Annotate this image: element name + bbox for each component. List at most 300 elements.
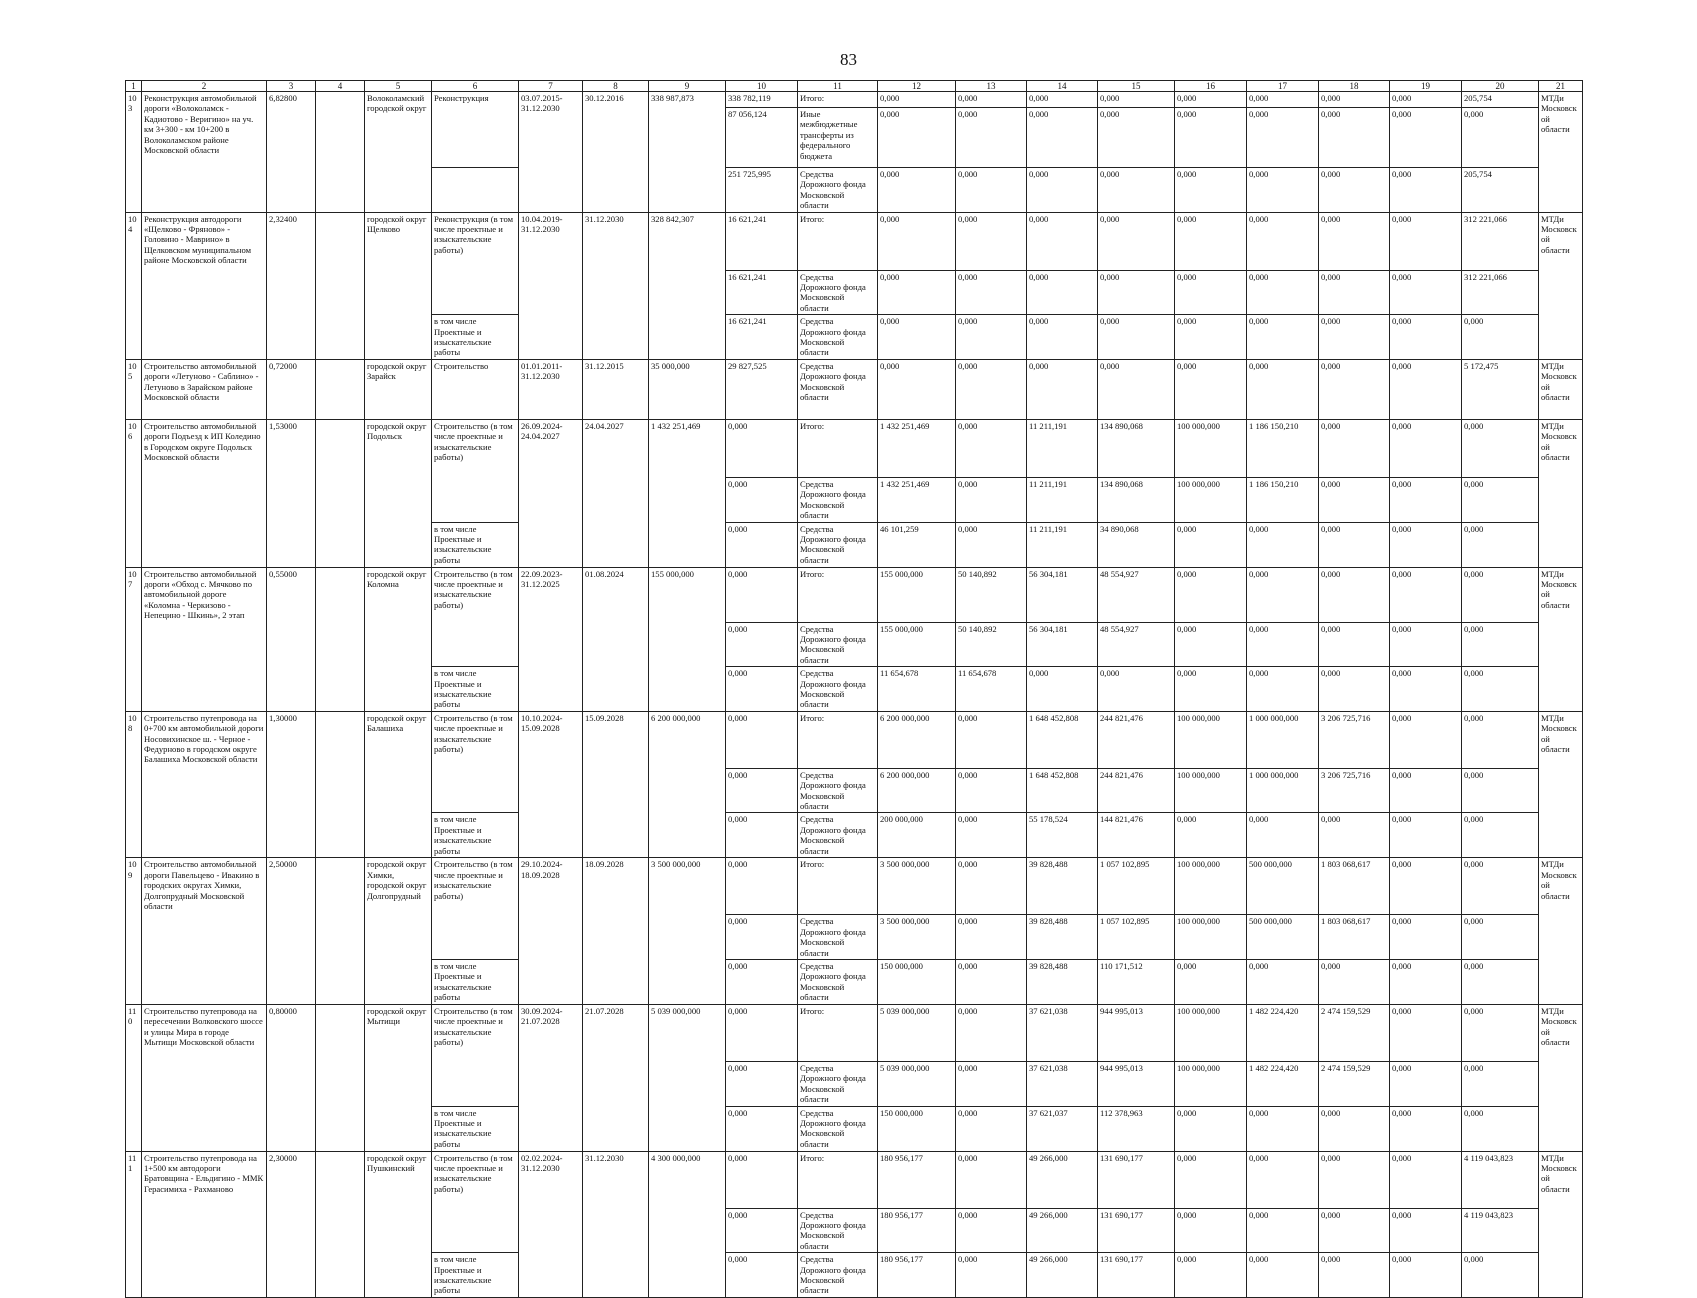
funding-value: 0,000 [1175, 1151, 1247, 1208]
funding-value: 5 039 000,000 [878, 1005, 956, 1062]
column-number-cell: 12 [878, 81, 956, 92]
funding-value: 0,000 [956, 477, 1027, 522]
funding-value: 0,000 [1175, 92, 1247, 108]
funding-value: 500 000,000 [1247, 858, 1319, 915]
funding-value: 39 828,488 [1027, 960, 1098, 1005]
object-length: 0,80000 [267, 1005, 316, 1152]
funding-value: 0,000 [1319, 359, 1390, 419]
funding-value: 0,000 [1462, 1005, 1539, 1062]
funding-value: 0,000 [1319, 522, 1390, 567]
district: городской округ Щелково [365, 212, 432, 359]
funding-value: 0,000 [1390, 1208, 1462, 1253]
financed-amount: 0,000 [726, 622, 798, 667]
funding-value: 0,000 [1390, 315, 1462, 360]
funding-source: Средства Дорожного фонда Московской области [798, 667, 878, 712]
district: Волоколамский городской округ [365, 92, 432, 213]
funding-value: 0,000 [956, 270, 1027, 315]
funding-value: 1 482 224,420 [1247, 1005, 1319, 1062]
funding-value: 100 000,000 [1175, 711, 1247, 768]
column-number-cell: 19 [1390, 81, 1462, 92]
funding-value: 0,000 [1319, 567, 1390, 622]
col4-cell [316, 858, 365, 1005]
funding-value: 55 178,524 [1027, 813, 1098, 858]
col4-cell [316, 419, 365, 567]
column-number-cell: 14 [1027, 81, 1098, 92]
work-type: в том числе Проектные и изыскательские работы [432, 813, 519, 858]
object-name: Реконструкция автодороги «Щелково - Фряново» - Головино - Мавринo» в Щелковском муниципальном районе Московской области [142, 212, 267, 359]
funding-source: Средства Дорожного фонда Московской области [798, 315, 878, 360]
object-length: 0,55000 [267, 567, 316, 711]
funding-value: 48 554,927 [1098, 567, 1175, 622]
customer: МТДи Московской области [1539, 858, 1583, 1005]
funding-value: 0,000 [1247, 359, 1319, 419]
funding-value: 0,000 [878, 168, 956, 213]
funding-value: 0,000 [1390, 813, 1462, 858]
funding-source: Средства Дорожного фонда Московской области [798, 168, 878, 213]
funding-value: 100 000,000 [1175, 1005, 1247, 1062]
funding-value: 0,000 [878, 212, 956, 270]
funding-value: 46 101,259 [878, 522, 956, 567]
funding-value: 0,000 [956, 419, 1027, 477]
work-type [432, 168, 519, 213]
object-length: 2,30000 [267, 1151, 316, 1298]
funding-value: 144 821,476 [1098, 813, 1175, 858]
funding-value: 0,000 [1027, 667, 1098, 712]
table-row [126, 419, 1583, 477]
work-type: в том числе Проектные и изыскательские работы [432, 960, 519, 1005]
funding-value: 1 432 251,469 [878, 419, 956, 477]
funding-value: 112 378,963 [1098, 1106, 1175, 1151]
funding-value: 0,000 [1098, 92, 1175, 108]
funding-value: 200 000,000 [878, 813, 956, 858]
funding-value: 0,000 [1390, 1062, 1462, 1107]
funding-value: 0,000 [1319, 212, 1390, 270]
funding-value: 0,000 [1175, 1106, 1247, 1151]
commission-date: 31.12.2015 [583, 359, 649, 419]
financed-amount: 0,000 [726, 477, 798, 522]
financed-amount: 0,000 [726, 813, 798, 858]
funding-value: 56 304,181 [1027, 622, 1098, 667]
funding-value: 0,000 [956, 1005, 1027, 1062]
funding-value: 205,754 [1462, 168, 1539, 213]
column-number-cell: 5 [365, 81, 432, 92]
funding-value: 0,000 [1319, 108, 1390, 168]
object-length: 0,72000 [267, 359, 316, 419]
funding-value: 0,000 [1390, 92, 1462, 108]
customer: МТДи Московской области [1539, 419, 1583, 567]
funding-value: 0,000 [878, 270, 956, 315]
financed-amount: 251 725,995 [726, 168, 798, 213]
total-cost: 35 000,000 [649, 359, 726, 419]
funding-value: 0,000 [1319, 1106, 1390, 1151]
funding-value: 0,000 [1027, 92, 1098, 108]
funding-value: 2 474 159,529 [1319, 1062, 1390, 1107]
funding-value: 0,000 [1247, 960, 1319, 1005]
funding-value: 0,000 [1098, 315, 1175, 360]
financed-amount: 0,000 [726, 711, 798, 768]
funding-value: 11 654,678 [878, 667, 956, 712]
district: городской округ Мытищи [365, 1005, 432, 1152]
column-number-cell: 18 [1319, 81, 1390, 92]
funding-value: 150 000,000 [878, 1106, 956, 1151]
funding-value: 131 690,177 [1098, 1151, 1175, 1208]
row-number: 106 [126, 419, 142, 567]
commission-date: 31.12.2030 [583, 212, 649, 359]
row-number: 105 [126, 359, 142, 419]
work-type: Строительство (в том числе проектные и изыскательские работы) [432, 858, 519, 960]
funding-value: 49 266,000 [1027, 1208, 1098, 1253]
funding-value: 0,000 [1390, 212, 1462, 270]
start-end-dates: 01.01.2011-31.12.2030 [519, 359, 583, 419]
funding-value: 134 890,068 [1098, 419, 1175, 477]
funding-value: 100 000,000 [1175, 419, 1247, 477]
funding-value: 0,000 [1247, 168, 1319, 213]
funding-value: 0,000 [1027, 359, 1098, 419]
total-cost: 5 039 000,000 [649, 1005, 726, 1152]
funding-source: Итого: [798, 1005, 878, 1062]
funding-value: 0,000 [1247, 270, 1319, 315]
funding-value: 0,000 [1175, 270, 1247, 315]
funding-source: Иные межбюджетные трансферты из федерального бюджета [798, 108, 878, 168]
start-end-dates: 26.09.2024-24.04.2027 [519, 419, 583, 567]
total-cost: 338 987,873 [649, 92, 726, 213]
funding-value: 150 000,000 [878, 960, 956, 1005]
column-number-cell: 16 [1175, 81, 1247, 92]
funding-value: 37 621,038 [1027, 1005, 1098, 1062]
funding-value: 0,000 [1390, 477, 1462, 522]
object-name: Строительство путепровода на пересечении Волковского шоссе и улицы Мира в городе Мытищи Московской области [142, 1005, 267, 1152]
funding-value: 0,000 [1462, 108, 1539, 168]
funding-value: 131 690,177 [1098, 1253, 1175, 1298]
funding-value: 0,000 [1247, 622, 1319, 667]
funding-value: 0,000 [1462, 711, 1539, 768]
funding-source: Средства Дорожного фонда Московской области [798, 359, 878, 419]
funding-value: 0,000 [1247, 212, 1319, 270]
district: городской округ Балашиха [365, 711, 432, 858]
financed-amount: 16 621,241 [726, 212, 798, 270]
funding-value: 244 821,476 [1098, 768, 1175, 813]
funding-value: 1 057 102,895 [1098, 915, 1175, 960]
funding-source: Средства Дорожного фонда Московской области [798, 477, 878, 522]
funding-value: 0,000 [1319, 1208, 1390, 1253]
work-type: Строительство (в том числе проектные и изыскательские работы) [432, 419, 519, 522]
funding-value: 0,000 [1027, 108, 1098, 168]
start-end-dates: 02.02.2024-31.12.2030 [519, 1151, 583, 1298]
funding-value: 1 000 000,000 [1247, 768, 1319, 813]
financed-amount: 0,000 [726, 667, 798, 712]
funding-value: 0,000 [1390, 419, 1462, 477]
funding-value: 0,000 [1462, 419, 1539, 477]
district: городской округ Подольск [365, 419, 432, 567]
total-cost: 6 200 000,000 [649, 711, 726, 858]
funding-value: 0,000 [1098, 270, 1175, 315]
funding-value: 0,000 [1175, 813, 1247, 858]
column-number-cell: 2 [142, 81, 267, 92]
funding-value: 1 648 452,808 [1027, 711, 1098, 768]
funding-value: 0,000 [1390, 667, 1462, 712]
funding-value: 0,000 [1175, 667, 1247, 712]
work-type: в том числе Проектные и изыскательские работы [432, 667, 519, 712]
column-number-cell: 8 [583, 81, 649, 92]
funding-value: 11 211,191 [1027, 522, 1098, 567]
funding-value: 1 803 068,617 [1319, 915, 1390, 960]
funding-value: 0,000 [956, 522, 1027, 567]
row-number: 111 [126, 1151, 142, 1298]
column-number-cell: 21 [1539, 81, 1583, 92]
funding-value: 50 140,892 [956, 567, 1027, 622]
funding-value: 50 140,892 [956, 622, 1027, 667]
funding-value: 0,000 [1247, 92, 1319, 108]
funding-value: 0,000 [956, 315, 1027, 360]
funding-value: 0,000 [1390, 567, 1462, 622]
funding-value: 0,000 [1175, 168, 1247, 213]
funding-value: 0,000 [1247, 522, 1319, 567]
funding-value: 0,000 [1319, 270, 1390, 315]
funding-source: Итого: [798, 419, 878, 477]
funding-value: 0,000 [1319, 960, 1390, 1005]
funding-value: 0,000 [1247, 108, 1319, 168]
funding-value: 0,000 [1175, 960, 1247, 1005]
table-body [126, 81, 1583, 1298]
financed-amount: 0,000 [726, 419, 798, 477]
object-name: Строительство автомобильной дороги «Обход с. Мячково по автомобильной дороге «Коломна - Черкизово - Непецино - Шкинь», 2 этап [142, 567, 267, 711]
funding-value: 0,000 [956, 168, 1027, 213]
financed-amount: 0,000 [726, 960, 798, 1005]
commission-date: 30.12.2016 [583, 92, 649, 213]
financed-amount: 0,000 [726, 1005, 798, 1062]
start-end-dates: 29.10.2024-18.09.2028 [519, 858, 583, 1005]
commission-date: 31.12.2030 [583, 1151, 649, 1298]
customer: МТДи Московской области [1539, 92, 1583, 213]
funding-value: 0,000 [1462, 768, 1539, 813]
work-type: в том числе Проектные и изыскательские работы [432, 315, 519, 360]
commission-date: 21.07.2028 [583, 1005, 649, 1152]
funding-value: 1 186 150,210 [1247, 477, 1319, 522]
funding-value: 0,000 [956, 915, 1027, 960]
column-number-cell: 7 [519, 81, 583, 92]
funding-value: 180 956,177 [878, 1208, 956, 1253]
total-cost: 3 500 000,000 [649, 858, 726, 1005]
object-name: Строительство автомобильной дороги «Летуново - Саблино» - Летуново в Зарайском районе Московской области [142, 359, 267, 419]
column-number-cell: 3 [267, 81, 316, 92]
funding-value: 0,000 [1390, 522, 1462, 567]
funding-value: 3 206 725,716 [1319, 768, 1390, 813]
funding-value: 0,000 [1390, 1005, 1462, 1062]
work-type: Строительство (в том числе проектные и изыскательские работы) [432, 1005, 519, 1107]
customer: МТДи Московской области [1539, 711, 1583, 858]
funding-value: 0,000 [878, 359, 956, 419]
funding-value: 0,000 [1390, 768, 1462, 813]
financed-amount: 87 056,124 [726, 108, 798, 168]
funding-source: Средства Дорожного фонда Московской области [798, 522, 878, 567]
column-number-cell: 11 [798, 81, 878, 92]
funding-value: 0,000 [1319, 813, 1390, 858]
object-name: Строительство автомобильной дороги Подъезд к ИП Коледино в Городском округе Подольск Московской области [142, 419, 267, 567]
funding-value: 0,000 [1247, 1253, 1319, 1298]
work-type: Реконструкция (в том числе проектные и изыскательские работы) [432, 212, 519, 315]
funding-value: 0,000 [1462, 1253, 1539, 1298]
funding-value: 944 995,013 [1098, 1005, 1175, 1062]
funding-value: 56 304,181 [1027, 567, 1098, 622]
funding-value: 0,000 [1247, 567, 1319, 622]
column-number-cell: 1 [126, 81, 142, 92]
row-number: 103 [126, 92, 142, 213]
work-type: в том числе Проектные и изыскательские работы [432, 1106, 519, 1151]
customer: МТДи Московской области [1539, 1151, 1583, 1298]
funding-value: 0,000 [1390, 858, 1462, 915]
work-type: Строительство (в том числе проектные и изыскательские работы) [432, 711, 519, 813]
funding-value: 0,000 [1319, 1253, 1390, 1298]
row-number: 108 [126, 711, 142, 858]
funding-value: 0,000 [1027, 168, 1098, 213]
funding-value: 0,000 [1462, 477, 1539, 522]
district: городской округ Пушкинский [365, 1151, 432, 1298]
funding-source: Итого: [798, 711, 878, 768]
column-number-cell: 6 [432, 81, 519, 92]
total-cost: 328 842,307 [649, 212, 726, 359]
customer: МТДи Московской области [1539, 1005, 1583, 1152]
funding-value: 0,000 [1098, 667, 1175, 712]
funding-value: 4 119 043,823 [1462, 1151, 1539, 1208]
funding-value: 5 172,475 [1462, 359, 1539, 419]
funding-value: 0,000 [1390, 270, 1462, 315]
work-type: Строительство (в том числе проектные и изыскательские работы) [432, 567, 519, 667]
commission-date: 15.09.2028 [583, 711, 649, 858]
funding-value: 1 648 452,808 [1027, 768, 1098, 813]
funding-value: 1 186 150,210 [1247, 419, 1319, 477]
funding-value: 0,000 [878, 92, 956, 108]
funding-value: 100 000,000 [1175, 768, 1247, 813]
col4-cell [316, 212, 365, 359]
funding-source: Итого: [798, 858, 878, 915]
start-end-dates: 22.09.2023-31.12.2025 [519, 567, 583, 711]
funding-source: Итого: [798, 212, 878, 270]
funding-value: 312 221,066 [1462, 212, 1539, 270]
funding-value: 3 500 000,000 [878, 915, 956, 960]
object-length: 1,30000 [267, 711, 316, 858]
table-row [126, 359, 1583, 419]
table-row [126, 1005, 1583, 1062]
total-cost: 1 432 251,469 [649, 419, 726, 567]
funding-value: 0,000 [1462, 315, 1539, 360]
funding-value: 100 000,000 [1175, 915, 1247, 960]
funding-value: 0,000 [1390, 108, 1462, 168]
financed-amount: 338 782,119 [726, 92, 798, 108]
start-end-dates: 10.10.2024-15.09.2028 [519, 711, 583, 858]
col4-cell [316, 92, 365, 213]
funding-value: 0,000 [1462, 1062, 1539, 1107]
column-number-cell: 13 [956, 81, 1027, 92]
financed-amount: 0,000 [726, 768, 798, 813]
table-row [126, 567, 1583, 622]
financed-amount: 0,000 [726, 567, 798, 622]
funding-value: 0,000 [1175, 1208, 1247, 1253]
table-row [126, 711, 1583, 768]
funding-value: 0,000 [1319, 92, 1390, 108]
financed-amount: 0,000 [726, 1106, 798, 1151]
funding-value: 0,000 [1390, 168, 1462, 213]
col4-cell [316, 359, 365, 419]
district: городской округ Коломна [365, 567, 432, 711]
funding-value: 0,000 [1462, 667, 1539, 712]
funding-value: 0,000 [1390, 960, 1462, 1005]
col4-cell [316, 711, 365, 858]
funding-value: 0,000 [956, 858, 1027, 915]
row-number: 104 [126, 212, 142, 359]
funding-source: Средства Дорожного фонда Московской области [798, 622, 878, 667]
funding-value: 0,000 [1098, 359, 1175, 419]
row-number: 110 [126, 1005, 142, 1152]
funding-source: Итого: [798, 92, 878, 108]
funding-value: 0,000 [1319, 667, 1390, 712]
customer: МТДи Московской области [1539, 212, 1583, 359]
funding-value: 205,754 [1462, 92, 1539, 108]
funding-value: 0,000 [956, 813, 1027, 858]
work-type: Строительство [432, 359, 519, 419]
funding-value: 500 000,000 [1247, 915, 1319, 960]
funding-value: 0,000 [956, 1106, 1027, 1151]
customer: МТДи Московской области [1539, 359, 1583, 419]
funding-value: 4 119 043,823 [1462, 1208, 1539, 1253]
funding-value: 0,000 [1098, 212, 1175, 270]
column-number-cell: 17 [1247, 81, 1319, 92]
funding-value: 0,000 [1175, 522, 1247, 567]
funding-value: 0,000 [1175, 359, 1247, 419]
funding-value: 37 621,038 [1027, 1062, 1098, 1107]
funding-source: Средства Дорожного фонда Московской области [798, 768, 878, 813]
funding-value: 0,000 [1390, 711, 1462, 768]
funding-value: 1 803 068,617 [1319, 858, 1390, 915]
funding-value: 110 171,512 [1098, 960, 1175, 1005]
funding-source: Средства Дорожного фонда Московской области [798, 813, 878, 858]
funding-value: 1 000 000,000 [1247, 711, 1319, 768]
funding-value: 5 039 000,000 [878, 1062, 956, 1107]
funding-value: 1 432 251,469 [878, 477, 956, 522]
work-type: Строительство (в том числе проектные и изыскательские работы) [432, 1151, 519, 1253]
funding-value: 0,000 [1462, 522, 1539, 567]
financed-amount: 0,000 [726, 1151, 798, 1208]
funding-value: 0,000 [1319, 419, 1390, 477]
funding-value: 0,000 [1462, 960, 1539, 1005]
funding-value: 0,000 [1247, 1151, 1319, 1208]
funding-value: 0,000 [1175, 1253, 1247, 1298]
funding-value: 0,000 [1319, 1151, 1390, 1208]
funding-source: Средства Дорожного фонда Московской области [798, 1062, 878, 1107]
funding-value: 11 211,191 [1027, 419, 1098, 477]
funding-value: 0,000 [1247, 667, 1319, 712]
funding-source: Средства Дорожного фонда Московской области [798, 1106, 878, 1151]
funding-source: Итого: [798, 567, 878, 622]
funding-value: 0,000 [956, 1208, 1027, 1253]
funding-value: 3 500 000,000 [878, 858, 956, 915]
funding-value: 0,000 [1175, 622, 1247, 667]
col4-cell [316, 1151, 365, 1298]
work-type: в том числе Проектные и изыскательские работы [432, 522, 519, 567]
funding-value: 0,000 [1319, 477, 1390, 522]
commission-date: 18.09.2028 [583, 858, 649, 1005]
funding-value: 0,000 [1390, 359, 1462, 419]
work-type: Реконструкция [432, 92, 519, 168]
funding-value: 0,000 [1390, 1106, 1462, 1151]
funding-source: Средства Дорожного фонда Московской области [798, 270, 878, 315]
funding-value: 0,000 [1462, 813, 1539, 858]
table-row [126, 858, 1583, 915]
funding-value: 0,000 [1098, 108, 1175, 168]
commission-date: 24.04.2027 [583, 419, 649, 567]
funding-value: 0,000 [1027, 270, 1098, 315]
row-number: 109 [126, 858, 142, 1005]
funding-value: 0,000 [1247, 315, 1319, 360]
